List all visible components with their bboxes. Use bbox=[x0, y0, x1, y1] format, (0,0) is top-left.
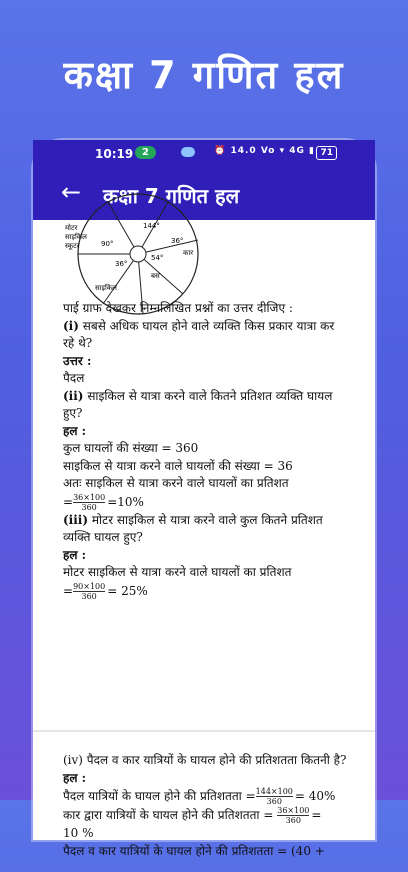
svg-text:स्कूटर: स्कूटर bbox=[65, 242, 80, 250]
step-motorcycle-percent: = $\frac{90\times 100}{360} = 25\%$ bbox=[63, 581, 148, 601]
question-1: (i) सबसे अधिक घायल होने वाले व्यक्ति किस प्रकार यात्रा कर रहे थे? bbox=[63, 318, 335, 350]
step-cycle-injured: साइकिल से यात्रा करने वाले घायलों की संख्या = 36 bbox=[63, 458, 293, 473]
promo-title: कक्षा 7 गणित हल bbox=[63, 53, 345, 97]
step-cycle-percent: = $\frac{36\times 100}{360} =10\%$ bbox=[63, 492, 144, 512]
solution-card-2 bbox=[33, 730, 375, 872]
pie-angle-54: 54° bbox=[151, 254, 164, 262]
cloud-icon bbox=[181, 147, 195, 157]
question-4: (iv) पैदल व कार यात्रियों के घायल होने की प्रतिशतता कितनी है? bbox=[63, 753, 347, 767]
hotspot-badge: 2 bbox=[135, 146, 156, 159]
battery-icon: 71 bbox=[316, 146, 337, 160]
fraction-motorcycle: $\frac{90\times 100}{360}$ bbox=[73, 581, 106, 601]
fraction-car: $\frac{36\times 100}{360}$ bbox=[277, 806, 310, 825]
content-scroll[interactable] bbox=[33, 220, 375, 858]
pie-angle-36a: 36° bbox=[171, 237, 184, 245]
solution-label-3: हल : bbox=[63, 770, 87, 785]
step-motorcycle-percent-label: मोटर साइकिल से यात्रा करने वाले घायलों का प्रतिशत bbox=[63, 565, 292, 579]
svg-text:साइकिल: साइकिल bbox=[65, 233, 87, 241]
step-cycle-percent-label: अतः साइकिल से यात्रा करने वाले घायलों का प्रतिशत bbox=[63, 476, 289, 490]
pie-label-cycle: साइकिल bbox=[95, 284, 117, 292]
pie-angle-90: 90° bbox=[101, 240, 114, 248]
step-car-percent: कार द्वारा यात्रियों के घायल होने की प्रतिशतता = $\frac{36\times 100}{360}$ = bbox=[63, 806, 322, 825]
status-time: 10:19 bbox=[95, 147, 134, 161]
fraction-walk: $\frac{144\times 100}{360}$ bbox=[255, 787, 293, 806]
pie-label-bus: बस bbox=[151, 272, 160, 280]
step-car-result: 10 % bbox=[63, 826, 94, 840]
step-total-injured: कुल घायलों की संख्या = 360 bbox=[63, 441, 199, 455]
back-arrow-icon[interactable]: ← bbox=[61, 178, 82, 206]
status-icons: ⏰ 14.0 Vo ▾ 4G ▮ bbox=[214, 146, 315, 156]
question-2: (ii) साइकिल से यात्रा करने वाले कितने प्रतिशत व्यक्ति घायल हुए? bbox=[63, 388, 333, 420]
solution-text-block bbox=[63, 300, 347, 601]
app-bar bbox=[33, 170, 375, 220]
answer-label: उत्तर : bbox=[63, 353, 92, 368]
step-combined-percent: पैदल व कार यात्रियों के घायल होने की प्रतिशतता = (40 + bbox=[63, 843, 325, 858]
solution-text-block-2 bbox=[63, 752, 347, 860]
answer-1: पैदल bbox=[63, 371, 85, 385]
app-title: कक्षा 7 गणित हल bbox=[103, 184, 240, 208]
step-walk-percent: पैदल यात्रियों के घायल होने की प्रतिशतता = $\frac{144\times 100}{360} = 40\%$ bbox=[63, 787, 336, 806]
pie-label-car: कार bbox=[183, 249, 194, 257]
fraction-cycle: $\frac{36\times 100}{360}$ bbox=[73, 492, 106, 512]
phone-frame bbox=[33, 140, 375, 858]
pie-label-motorcycle: मोटर bbox=[65, 224, 78, 232]
pie-angle-144: 144° bbox=[143, 222, 160, 230]
solution-label-2: हल : bbox=[63, 547, 87, 562]
intro-line: पाई ग्राफ देखकर निम्नलिखित प्रश्नों का उत्तर दीजिए : bbox=[63, 301, 293, 315]
question-3: (iii) मोटर साइकिल से यात्रा करने वाले कुल कितने प्रतिशत व्यक्ति घायल हुए? bbox=[63, 512, 323, 544]
pie-chart-image bbox=[63, 220, 213, 292]
pie-angle-36b: 36° bbox=[115, 260, 128, 268]
status-bar bbox=[33, 140, 375, 170]
solution-label-1: हल : bbox=[63, 423, 87, 438]
